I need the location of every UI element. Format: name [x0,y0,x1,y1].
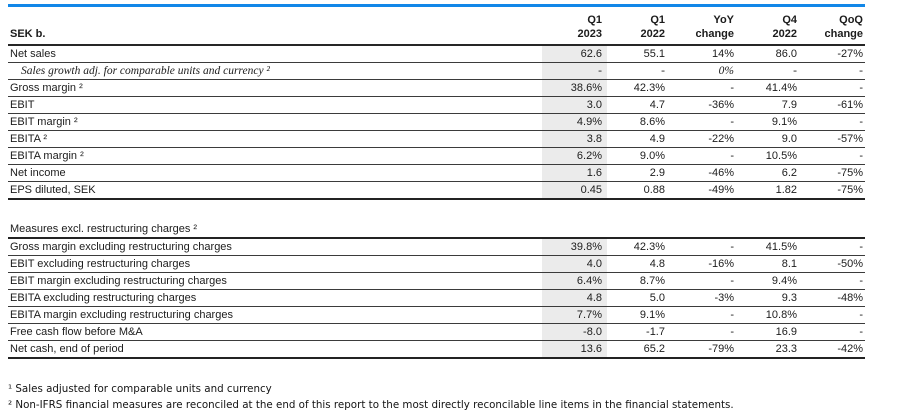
cell-value: 7.7% [542,307,607,324]
cell-value: 4.8 [607,256,670,273]
cell-value: 16.9 [739,324,802,341]
row-label: EBITA margin excluding restructuring charges [8,307,542,324]
col-header-line1: YoY [713,14,734,26]
cell-value: -1.7 [607,324,670,341]
cell-value: 41.5% [739,238,802,256]
table-row [8,238,865,256]
cell-value: 13.6 [542,341,607,359]
table-row [8,182,865,200]
col-header-line2: change [695,28,734,40]
cell-value: 0.45 [542,182,607,200]
col-header-yoy-change [670,8,739,45]
col-header-q1-2023 [542,8,607,45]
cell-value: - [739,63,802,80]
cell-value: 39.8% [542,238,607,256]
row-label: Net cash, end of period [8,341,542,359]
col-header-line2: 2022 [641,28,665,40]
row-label: EBIT margin ² [8,114,542,131]
cell-value: - [802,307,865,324]
financial-summary-table [8,8,865,359]
cell-value: 86.0 [739,45,802,63]
col-header-q4-2022 [739,8,802,45]
cell-value: - [802,273,865,290]
cell-value: - [670,307,739,324]
cell-value: 8.1 [739,256,802,273]
cell-value: 0.88 [607,182,670,200]
footnotes [8,382,900,413]
cell-value: - [670,324,739,341]
row-label: Free cash flow before M&A [8,324,542,341]
cell-value: -61% [802,97,865,114]
cell-value: -46% [670,165,739,182]
row-label: EBITA margin ² [8,148,542,165]
section-gap [8,199,865,221]
cell-value: 4.9 [607,131,670,148]
table-row [8,324,865,341]
row-label: Sales growth adj. for comparable units and currency ² [8,63,542,80]
col-header-line2: 2023 [578,28,602,40]
cell-value: 4.0 [542,256,607,273]
cell-value: 10.5% [739,148,802,165]
cell-value: 6.4% [542,273,607,290]
table-row [8,97,865,114]
section-header-row [8,221,865,238]
cell-value: 1.6 [542,165,607,182]
cell-value: -75% [802,182,865,200]
table-row [8,45,865,63]
cell-value: 55.1 [607,45,670,63]
cell-value: -8.0 [542,324,607,341]
cell-value: - [802,114,865,131]
cell-value: 9.4% [739,273,802,290]
cell-value: -42% [802,341,865,359]
col-header-line2: 2022 [773,28,797,40]
col-header-qoq-change [802,8,865,45]
cell-value: 7.9 [739,97,802,114]
cell-value: -57% [802,131,865,148]
cell-value: - [670,238,739,256]
cell-value: 9.1% [607,307,670,324]
cell-value: 8.6% [607,114,670,131]
cell-value: 65.2 [607,341,670,359]
cell-value: 4.9% [542,114,607,131]
table-row [8,63,865,80]
cell-value: - [802,238,865,256]
cell-value: -22% [670,131,739,148]
table-header-row [8,8,865,45]
cell-value: - [542,63,607,80]
top-accent-bar [8,4,865,7]
cell-value: 4.8 [542,290,607,307]
col-header-line1: QoQ [839,14,863,26]
row-label: EBIT [8,97,542,114]
col-header-q1-2022 [607,8,670,45]
cell-value: -36% [670,97,739,114]
row-label: Gross margin ² [8,80,542,97]
cell-value: 9.0% [607,148,670,165]
table-row [8,165,865,182]
cell-value: 2.9 [607,165,670,182]
section-header-label: Measures excl. restructuring charges ² [8,221,865,238]
cell-value: - [802,63,865,80]
cell-value: - [670,148,739,165]
cell-value: -16% [670,256,739,273]
col-header-line1: Q4 [782,14,797,26]
cell-value: - [670,273,739,290]
cell-value: 3.8 [542,131,607,148]
cell-value: -3% [670,290,739,307]
cell-value: - [802,148,865,165]
col-header-line1: Q1 [587,14,602,26]
col-header-line2: change [824,28,863,40]
cell-value: 42.3% [607,238,670,256]
row-label: EPS diluted, SEK [8,182,542,200]
row-label: EBITA ² [8,131,542,148]
row-label: Net sales [8,45,542,63]
cell-value: 23.3 [739,341,802,359]
cell-value: 9.3 [739,290,802,307]
table-row [8,256,865,273]
section-gap-spacer [8,199,865,221]
row-label: Net income [8,165,542,182]
cell-value: 14% [670,45,739,63]
footnote-1: ¹ Sales adjusted for comparable units and currency [8,382,900,398]
cell-value: 9.1% [739,114,802,131]
unit-label: SEK b. [8,8,542,45]
cell-value: 0% [670,63,739,80]
row-label: Gross margin excluding restructuring charges [8,238,542,256]
row-label: EBITA excluding restructuring charges [8,290,542,307]
cell-value: -49% [670,182,739,200]
cell-value: - [670,114,739,131]
cell-value: -48% [802,290,865,307]
cell-value: 4.7 [607,97,670,114]
cell-value: 8.7% [607,273,670,290]
cell-value: -50% [802,256,865,273]
table-row [8,148,865,165]
cell-value: 6.2% [542,148,607,165]
cell-value: -75% [802,165,865,182]
cell-value: -27% [802,45,865,63]
cell-value: 1.82 [739,182,802,200]
table-row [8,341,865,359]
cell-value: - [670,80,739,97]
cell-value: - [802,324,865,341]
cell-value: 5.0 [607,290,670,307]
table-row [8,290,865,307]
cell-value: - [802,80,865,97]
table-row [8,114,865,131]
table-row [8,273,865,290]
row-label: EBIT excluding restructuring charges [8,256,542,273]
cell-value: 3.0 [542,97,607,114]
cell-value: - [607,63,670,80]
table-row [8,307,865,324]
cell-value: 42.3% [607,80,670,97]
table-row [8,80,865,97]
col-header-line1: Q1 [650,14,665,26]
cell-value: 10.8% [739,307,802,324]
footnote-2: ² Non-IFRS financial measures are reconciled at the end of this report to the most directly reconcilable line items in the financial statements. [8,398,900,413]
cell-value: 6.2 [739,165,802,182]
cell-value: 9.0 [739,131,802,148]
table-row [8,131,865,148]
row-label: EBIT margin excluding restructuring charges [8,273,542,290]
cell-value: 38.6% [542,80,607,97]
cell-value: 62.6 [542,45,607,63]
cell-value: -79% [670,341,739,359]
cell-value: 41.4% [739,80,802,97]
